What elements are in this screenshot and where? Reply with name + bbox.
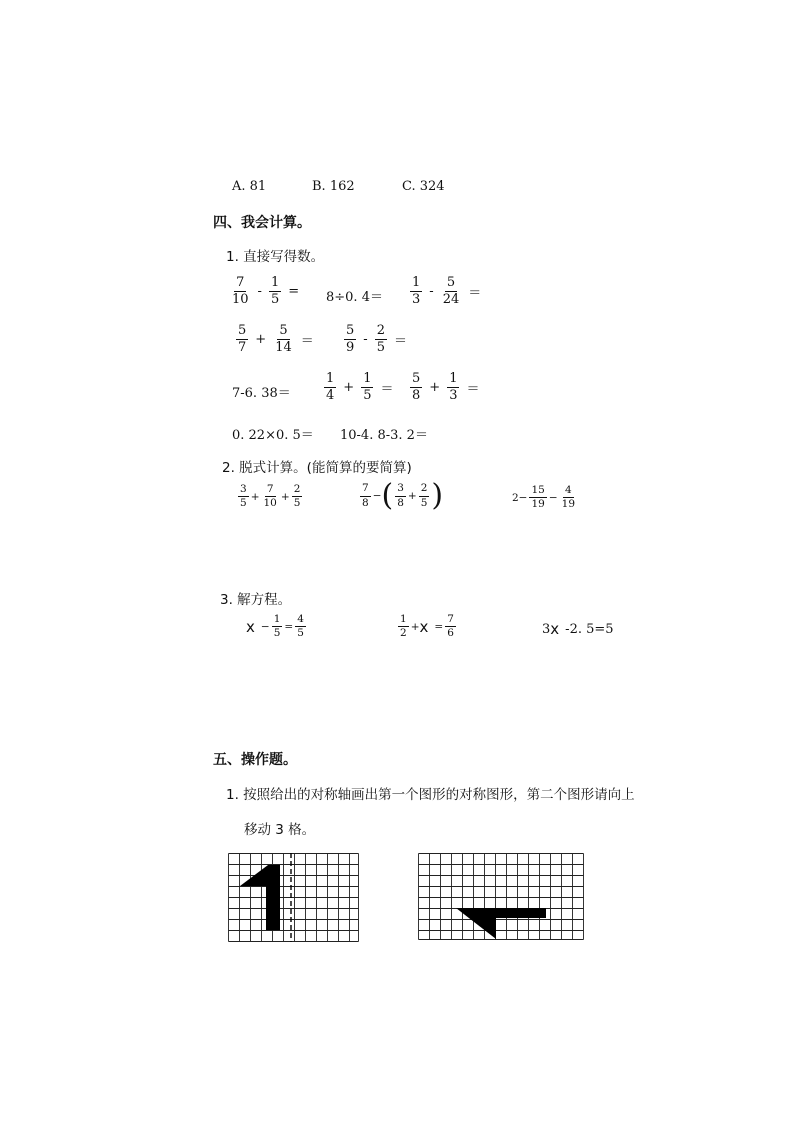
symmetry-grid [228, 853, 359, 942]
section4-title: 四、我会计算。 [213, 215, 311, 231]
q1-r1-expr2: 8÷0. 4＝ [326, 290, 383, 305]
q2-expr3: 2− $\frac{15}{19}$ − $\frac{4}{19}$ [512, 484, 576, 511]
q1-r1-expr3: $\frac{1}{3}$ - $\frac{5}{24}$ ＝ [412, 275, 482, 307]
q1-r3-expr1: 7-6. 38＝ [232, 386, 291, 401]
choice-a: A. 81 [232, 179, 267, 194]
q3-label: 3. 解方程。 [220, 592, 292, 608]
q1-r4-expr2: 10-4. 8-3. 2＝ [340, 428, 428, 443]
q1-r3-expr3: $\frac{5}{8}$ + $\frac{1}{3}$ ＝ [412, 371, 480, 403]
q1-r2-expr2: $\frac{5}{9}$ - $\frac{2}{5}$ ＝ [346, 323, 407, 355]
grid-lines [229, 854, 359, 942]
q2-expr2: $\frac{7}{8}$ − ( $\frac{3}{8}$ + $\frac{2}{5}$ ) [362, 478, 444, 513]
shape-to-move [456, 908, 546, 939]
q1-r4-expr1: 0. 22×0. 5＝ [232, 428, 314, 443]
grid-lines [419, 854, 584, 940]
section5-title: 五、操作题。 [213, 752, 297, 768]
q2-expr1: $\frac{3}{5}$ + $\frac{7}{10}$ + $\frac{2}{5}$ [240, 483, 301, 510]
choice-b: B. 162 [312, 179, 355, 194]
choice-c: C. 324 [402, 179, 445, 194]
q5-1-line2: 移动 3 格。 [244, 822, 316, 838]
q2-label: 2. 脱式计算。(能简算的要简算) [222, 460, 412, 476]
q1-r3-expr2: $\frac{1}{4}$ + $\frac{1}{5}$ ＝ [326, 371, 394, 403]
q1-r1-expr1: $\frac{7}{10}$ - $\frac{1}{5}$ = [232, 275, 300, 307]
q1-r2-expr1: $\frac{5}{7}$ + $\frac{5}{14}$ ＝ [238, 323, 314, 355]
q1-label: 1. 直接写得数。 [226, 249, 325, 265]
q3-expr2: $\frac{1}{2}$ + x = $\frac{7}{6}$ [400, 613, 454, 640]
q3-expr1: x − $\frac{1}{5}$ = $\frac{4}{5}$ [246, 613, 304, 640]
translation-grid [418, 853, 584, 940]
q3-expr3: 3 x -2. 5=5 [542, 620, 614, 638]
q5-1-line1: 1. 按照给出的对称轴画出第一个图形的对称图形，第二个图形请向上 [226, 787, 635, 803]
